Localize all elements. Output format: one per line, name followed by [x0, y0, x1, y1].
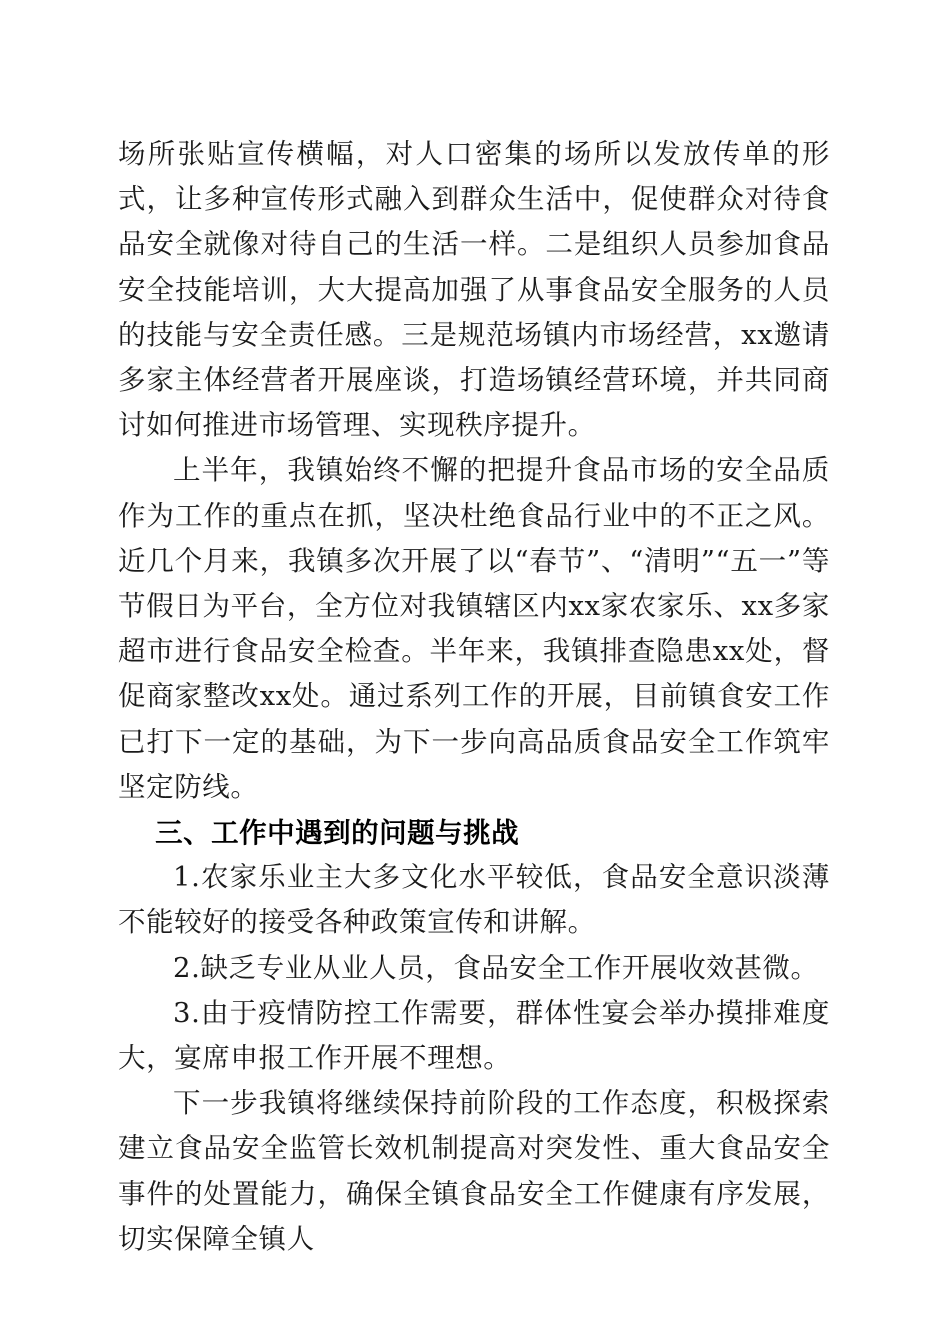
paragraph-half-year-summary: 上半年，我镇始终不懈的把提升食品市场的安全品质作为工作的重点在抓，坚决杜绝食品行业中的不正之风。近几个月来，我镇多次开展了以“春节”、“清明”“五一”等节假日为平台，全方位对我镇辖区内xx家农家乐、xx多家超市进行食品安全检查。半年来，我镇排查隐患xx处，督促商家整改xx处。通过系列工作的开展，目前镇食安工作已打下一定的基础，为下一步向高品质食品安全工作筑牢坚定防线。	[118, 454, 830, 803]
paragraph-next-steps: 下一步我镇将继续保持前阶段的工作态度，积极探索建立食品安全监管长效机制提高对突发性、重大食品安全事件的处置能力，确保全镇食品安全工作健康有序发展，切实保障全镇人	[118, 1087, 830, 1255]
list-item-2: 2.缺乏专业从业人员，食品安全工作开展收效甚微。	[173, 951, 819, 984]
page-bottom-whitespace	[118, 1262, 830, 1344]
list-item-3: 3.由于疫情防控工作需要，群体性宴会举办摸排难度大，宴席申报工作开展不理想。	[118, 996, 830, 1075]
section-heading-problems-and-challenges: 三、工作中遇到的问题与挑战	[155, 817, 520, 849]
document-body	[118, 132, 830, 1344]
list-item-1: 1.农家乐业主大多文化水平较低，食品安全意识淡薄不能较好的接受各种政策宣传和讲解。	[118, 861, 830, 939]
paragraph-continued: 场所张贴宣传横幅，对人口密集的场所以发放传单的形式，让多种宣传形式融入到群众生活中，促使群众对待食品安全就像对待自己的生活一样。二是组织人员参加食品安全技能培训，大大提高加强了从事食品安全服务的人员的技能与安全责任感。三是规范场镇内市场经营，xx邀请多家主体经营者开展座谈，打造场镇经营环境，并共同商讨如何推进市场管理、实现秩序提升。	[118, 138, 830, 442]
